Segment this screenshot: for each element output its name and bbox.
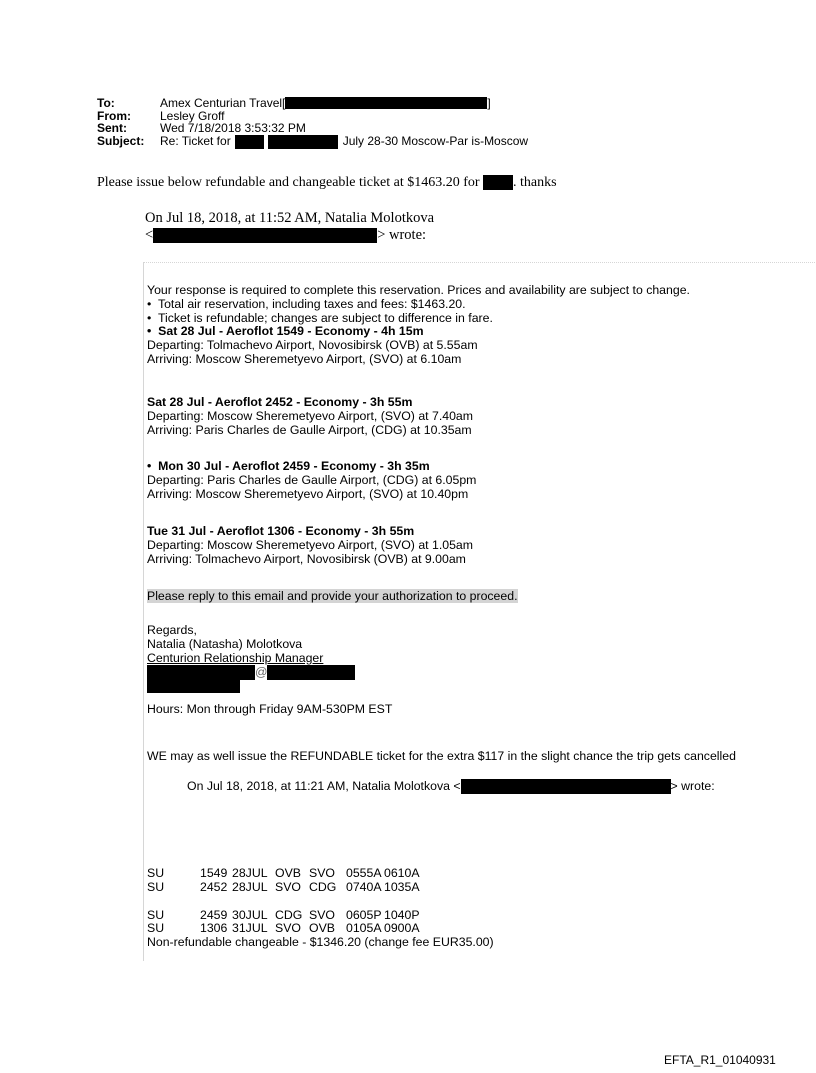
- itinerary-arr: 1035A: [384, 879, 420, 894]
- from-label: From:: [97, 108, 131, 123]
- sent-value: Wed 7/18/2018 3:53:32 PM: [160, 121, 306, 135]
- itinerary-dep: 0105A: [346, 921, 382, 936]
- flight-title: Sat 28 Jul - Aeroflot 2452 - Economy - 3h 55m: [147, 395, 413, 409]
- redaction: [483, 175, 513, 190]
- signature: [147, 624, 355, 693]
- subject-prefix: Re: Ticket for: [160, 133, 231, 148]
- quote-line: < > wrote:: [145, 227, 427, 243]
- email-header: [97, 97, 528, 149]
- itinerary-list: [147, 867, 494, 936]
- itinerary-al: SU: [147, 879, 165, 894]
- authorization-text: Please reply to this email and provide your authorization to proceed.: [147, 589, 518, 603]
- to-value: Amex Centurian Travel[: [160, 96, 286, 110]
- itinerary-to: SVO: [309, 866, 335, 880]
- itinerary-num: 2452: [200, 879, 228, 894]
- itinerary-dep: 0740A: [346, 879, 382, 894]
- itinerary-to: SVO: [309, 907, 335, 922]
- itinerary-from: SVO: [275, 921, 301, 936]
- itinerary-al: SU: [147, 866, 165, 880]
- from-value: Lesley Groff: [160, 108, 225, 123]
- flight-title: • Mon 30 Jul - Aeroflot 2459 - Economy - 3h 35m: [147, 459, 430, 473]
- redaction: [147, 665, 255, 680]
- flight-segment: [147, 396, 473, 437]
- redaction: [461, 779, 671, 794]
- itinerary-gap: [147, 895, 494, 909]
- redaction: [285, 97, 487, 109]
- reply-text: [97, 175, 557, 191]
- itinerary-to: OVB: [309, 921, 335, 936]
- nonrefundable-text: Non-refundable changeable - $1346.20 (change fee EUR35.00): [147, 935, 494, 950]
- itinerary-row: [147, 922, 494, 936]
- itinerary-row: [147, 881, 494, 895]
- signature-redaction-row: [147, 679, 355, 693]
- bullet-item: • Ticket is refundable; changes are subject to difference in fare.: [147, 310, 493, 325]
- signature-email: @: [147, 665, 355, 679]
- itinerary-num: 1549: [200, 866, 228, 880]
- flight-arrive: Arriving: Moscow Sheremetyevo Airport, (SVO) at 6.10am: [147, 351, 462, 366]
- itinerary-num: 2459: [200, 907, 228, 922]
- itinerary-al: SU: [147, 921, 165, 936]
- flight-arrive: Arriving: Tolmachevo Airport, Novosibirsk (OVB) at 9.00am: [147, 551, 466, 566]
- itinerary-row: [147, 909, 494, 923]
- itinerary-from: CDG: [275, 907, 303, 922]
- flight-depart: Departing: Moscow Sheremetyevo Airport, (SVO) at 1.05am: [147, 537, 474, 552]
- wrote-text: > wrote:: [377, 227, 427, 243]
- itinerary-dep: 0555A: [346, 866, 382, 880]
- flight-depart: Departing: Moscow Sheremetyevo Airport, (SVO) at 7.40am: [147, 408, 474, 423]
- regards-text: Regards,: [147, 623, 197, 637]
- flight-depart: Departing: Paris Charles de Gaulle Airport, (CDG) at 6.05pm: [147, 472, 477, 487]
- flight-arrive: Arriving: Moscow Sheremetyevo Airport, (SVO) at 10.40pm: [147, 486, 469, 501]
- wrote-text: > wrote:: [670, 778, 715, 793]
- flight-arrive: Arriving: Paris Charles de Gaulle Airport, (CDG) at 10.35am: [147, 422, 472, 437]
- flight-title: Tue 31 Jul - Aeroflot 1306 - Economy - 3h 55m: [147, 524, 415, 538]
- flight-segment: [147, 460, 476, 501]
- redaction: [153, 228, 377, 243]
- bullet-item: • Total air reservation, including taxes and fees: $1463.20.: [147, 296, 466, 311]
- redaction: [268, 135, 338, 149]
- signature-name: Natalia (Natasha) Molotkova: [147, 636, 303, 651]
- subject-row: [97, 135, 528, 149]
- itinerary-from: SVO: [275, 879, 301, 894]
- itinerary-date: 30JUL: [232, 907, 268, 922]
- itinerary-row: [147, 867, 494, 881]
- redaction: [147, 679, 240, 693]
- redaction: [267, 665, 355, 680]
- itinerary-num: 1306: [200, 921, 228, 936]
- redaction: [235, 135, 264, 149]
- itinerary-arr: 1040P: [384, 907, 420, 922]
- sent-row: [97, 122, 528, 135]
- quote-header: [145, 210, 434, 244]
- bates-number: EFTA_R1_01040931: [664, 1053, 776, 1067]
- subject-label: Subject:: [97, 133, 145, 148]
- quoted-message-frame: [143, 262, 816, 961]
- reply-text-after: . thanks: [513, 175, 557, 190]
- to-row: [97, 97, 528, 110]
- flight-title: • Sat 28 Jul - Aeroflot 1549 - Economy - 4h 15m: [147, 324, 424, 339]
- flight-depart: Departing: Tolmachevo Airport, Novosibirsk (OVB) at 5.55am: [147, 338, 478, 353]
- itinerary-date: 28JUL: [232, 866, 268, 880]
- itinerary-arr: 0610A: [384, 866, 420, 880]
- reservation-intro: Your response is required to complete this reservation. Prices and availability are subject to change.: [147, 283, 690, 297]
- authorization-request: [147, 590, 518, 604]
- subject-suffix: July 28-30 Moscow-Par is-Moscow: [342, 133, 529, 148]
- itinerary-dep: 0605P: [346, 907, 382, 922]
- flight-segment: [147, 525, 473, 566]
- itinerary-date: 28JUL: [232, 879, 268, 894]
- itinerary-date: 31JUL: [232, 921, 268, 936]
- note-text: WE may as well issue the REFUNDABLE ticket for the extra $117 in the slight chance the trip gets cancelled: [147, 749, 736, 763]
- reservation-summary: [147, 284, 690, 367]
- to-label: To:: [97, 96, 115, 110]
- signature-role: Centurion Relationship Manager: [147, 650, 324, 665]
- itinerary-block: [147, 867, 494, 950]
- reply-text-before: Please issue below refundable and changeable ticket at $1463.20 for: [97, 175, 480, 190]
- sent-label: Sent:: [97, 121, 127, 135]
- itinerary-from: OVB: [275, 866, 301, 880]
- to-close: ]: [487, 96, 491, 110]
- itinerary-to: CDG: [309, 879, 337, 894]
- itinerary-al: SU: [147, 907, 165, 922]
- quote2-header: On Jul 18, 2018, at 11:21 AM, Natalia Molotkova < > wrote:: [187, 778, 715, 793]
- office-hours: Hours: Mon through Friday 9AM-530PM EST: [147, 702, 393, 716]
- itinerary-arr: 0900A: [384, 921, 420, 936]
- quote-line: On Jul 18, 2018, at 11:52 AM, Natalia Molotkova: [145, 210, 435, 226]
